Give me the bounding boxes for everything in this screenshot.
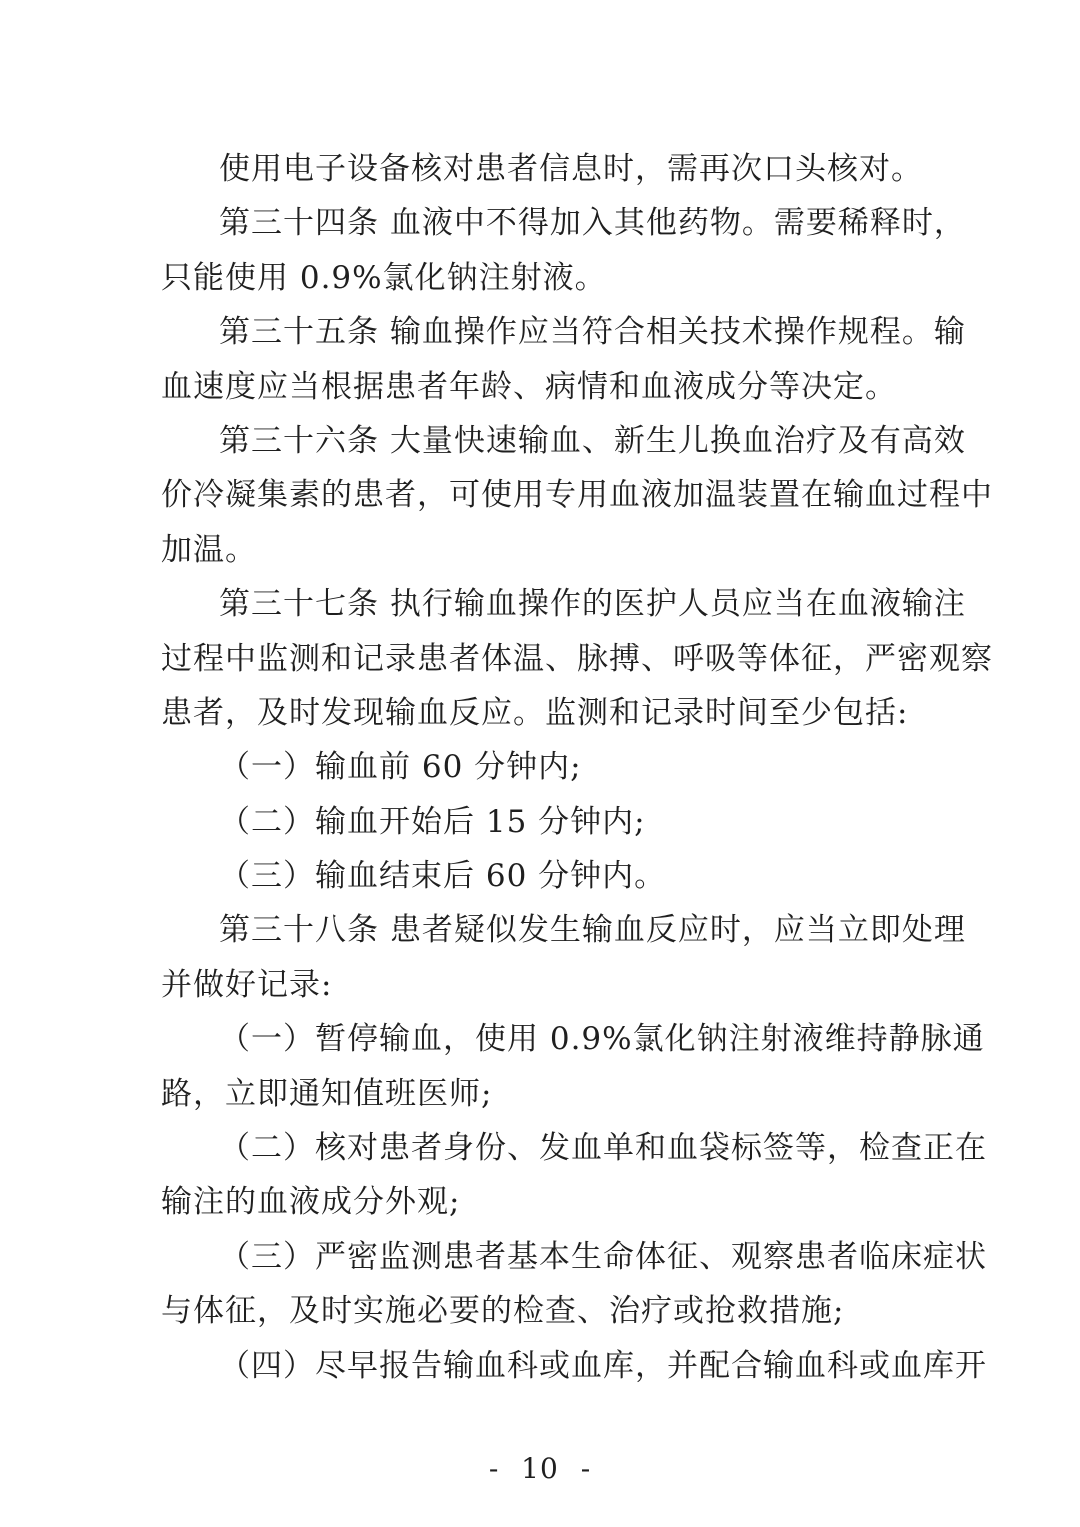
text-line: （二）核对患者身份、发血单和血袋标签等，检查正在 [219,1130,987,1167]
text-line: 路，立即通知值班医师; [161,1075,493,1112]
text-line: 与体征，及时实施必要的检查、治疗或抢救措施; [161,1293,845,1330]
text-line: 过程中监测和记录患者体温、脉搏、呼吸等体征，严密观察 [161,640,993,677]
text-line: 第三十六条 大量快速输血、新生儿换血治疗及有高效 [219,422,966,459]
text-line: （四）尽早报告输血科或血库，并配合输血科或血库开 [219,1347,987,1384]
text-line: 使用电子设备核对患者信息时，需再次口头核对。 [219,151,923,187]
text-line: 第三十八条 患者疑似发生输血反应时，应当立即处理 [219,912,966,949]
text-line: 并做好记录: [161,966,333,1003]
text-line: 第三十四条 血液中不得加入其他药物。需要稀释时， [219,205,966,242]
text-line: （三）输血结束后 60 分钟内。 [219,858,667,895]
text-line: 患者，及时发现输血反应。监测和记录时间至少包括: [161,694,909,731]
text-line: 血速度应当根据患者年龄、病情和血液成分等决定。 [161,368,897,405]
text-line: （一）输血前 60 分钟内; [219,749,582,786]
text-line: 第三十七条 执行输血操作的医护人员应当在血液输注 [219,586,966,623]
text-line: （三）严密监测患者基本生命体征、观察患者临床症状 [219,1238,987,1275]
text-line: （二）输血开始后 15 分钟内; [219,803,646,840]
text-line: 加温。 [161,531,257,568]
text-line: 第三十五条 输血操作应当符合相关技术操作规程。输 [219,314,966,351]
page-number: - 10 - [488,1452,592,1485]
text-line: 价冷凝集素的患者，可使用专用血液加温装置在输血过程中 [161,477,993,514]
text-line: （一）暂停输血，使用 0.9%氯化钠注射液维持静脉通 [219,1021,985,1058]
text-line: 只能使用 0.9%氯化钠注射液。 [161,259,607,296]
text-line: 输注的血液成分外观; [161,1184,461,1221]
document-body-text [161,142,993,1393]
